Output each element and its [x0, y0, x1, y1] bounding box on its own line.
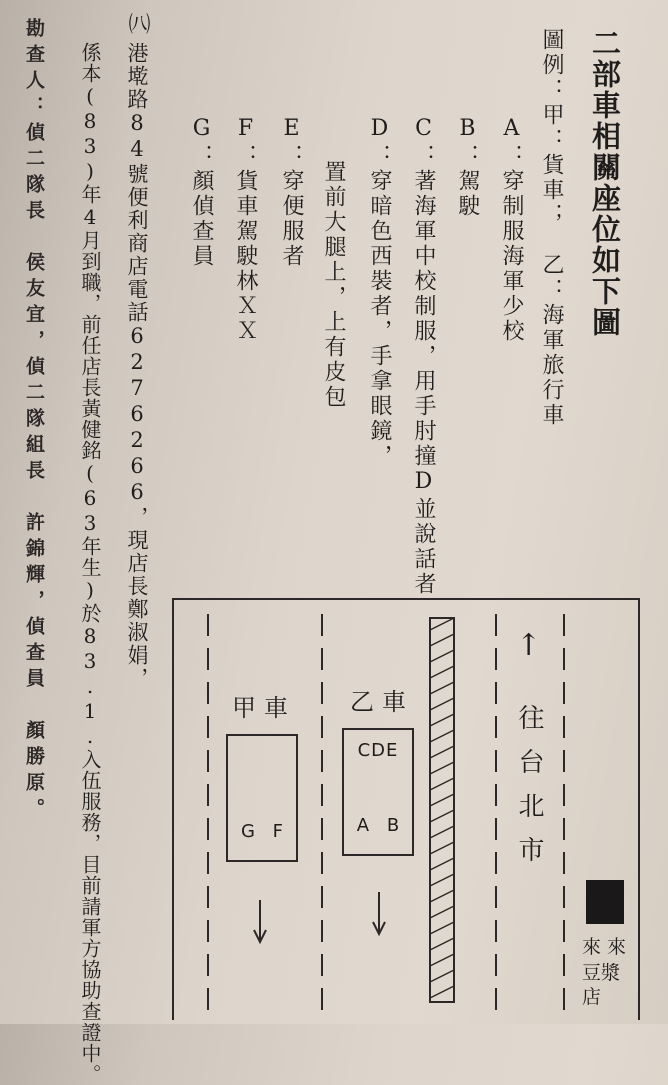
car-yi-label: 乙車 — [350, 688, 414, 716]
car-yi-box — [342, 728, 414, 856]
down-arrow-yi — [373, 892, 385, 934]
car-jia-box — [226, 734, 298, 862]
median-hatching — [430, 618, 454, 998]
store-name-line2: 豆漿店 — [582, 962, 621, 1008]
legend-line: 圖例：甲：貨車； 乙：海軍旅行車 — [539, 28, 564, 428]
page-title: 二部車相關座位如下圖 — [588, 28, 622, 338]
car-yi-seats-rear: A B — [356, 815, 400, 836]
item-g: G：顏偵查員 — [189, 116, 214, 269]
car-jia-label: 甲車 — [232, 694, 296, 722]
store-name-line1: 來 來 — [582, 936, 627, 958]
down-arrow-jia — [254, 900, 266, 942]
investigators-note: 勘查人：偵二隊長 侯友宜，偵二隊組長 許錦輝，偵查員 顏勝原。 — [23, 18, 45, 824]
item-f: F：貨車駕駛林ＸＸ — [233, 116, 258, 344]
item-d: D：穿暗色西裝者，手拿眼鏡， — [367, 116, 392, 469]
section8-line2: 係本(83)年4月到職，前任店長黃健銘(63年生)於83.1.入伍服務，目前請軍方協助查證中。 — [78, 42, 102, 1085]
item-a: A：穿制服海軍少校 — [499, 116, 524, 344]
up-arrow-icon: ↑ — [516, 628, 542, 663]
section-marker: ㈧ — [125, 12, 150, 37]
seating-diagram — [172, 598, 640, 1020]
car-yi-seats-front: CDE — [357, 740, 399, 761]
item-d-continued: 置前大腿上，上有皮包 — [321, 160, 346, 410]
item-c: C：著海軍中校制服，用手肘撞D並說話者 — [411, 116, 436, 597]
car-jia-seats: G F — [240, 821, 284, 842]
section8-line1: 港墘路84號便利商店電話6276266，現店長鄭淑娟， — [125, 42, 149, 690]
item-b: B：駕駛 — [455, 116, 480, 219]
store-marker — [586, 880, 624, 924]
item-e: E：穿便服者 — [279, 116, 304, 269]
direction-label: 往台北市 — [514, 704, 544, 880]
